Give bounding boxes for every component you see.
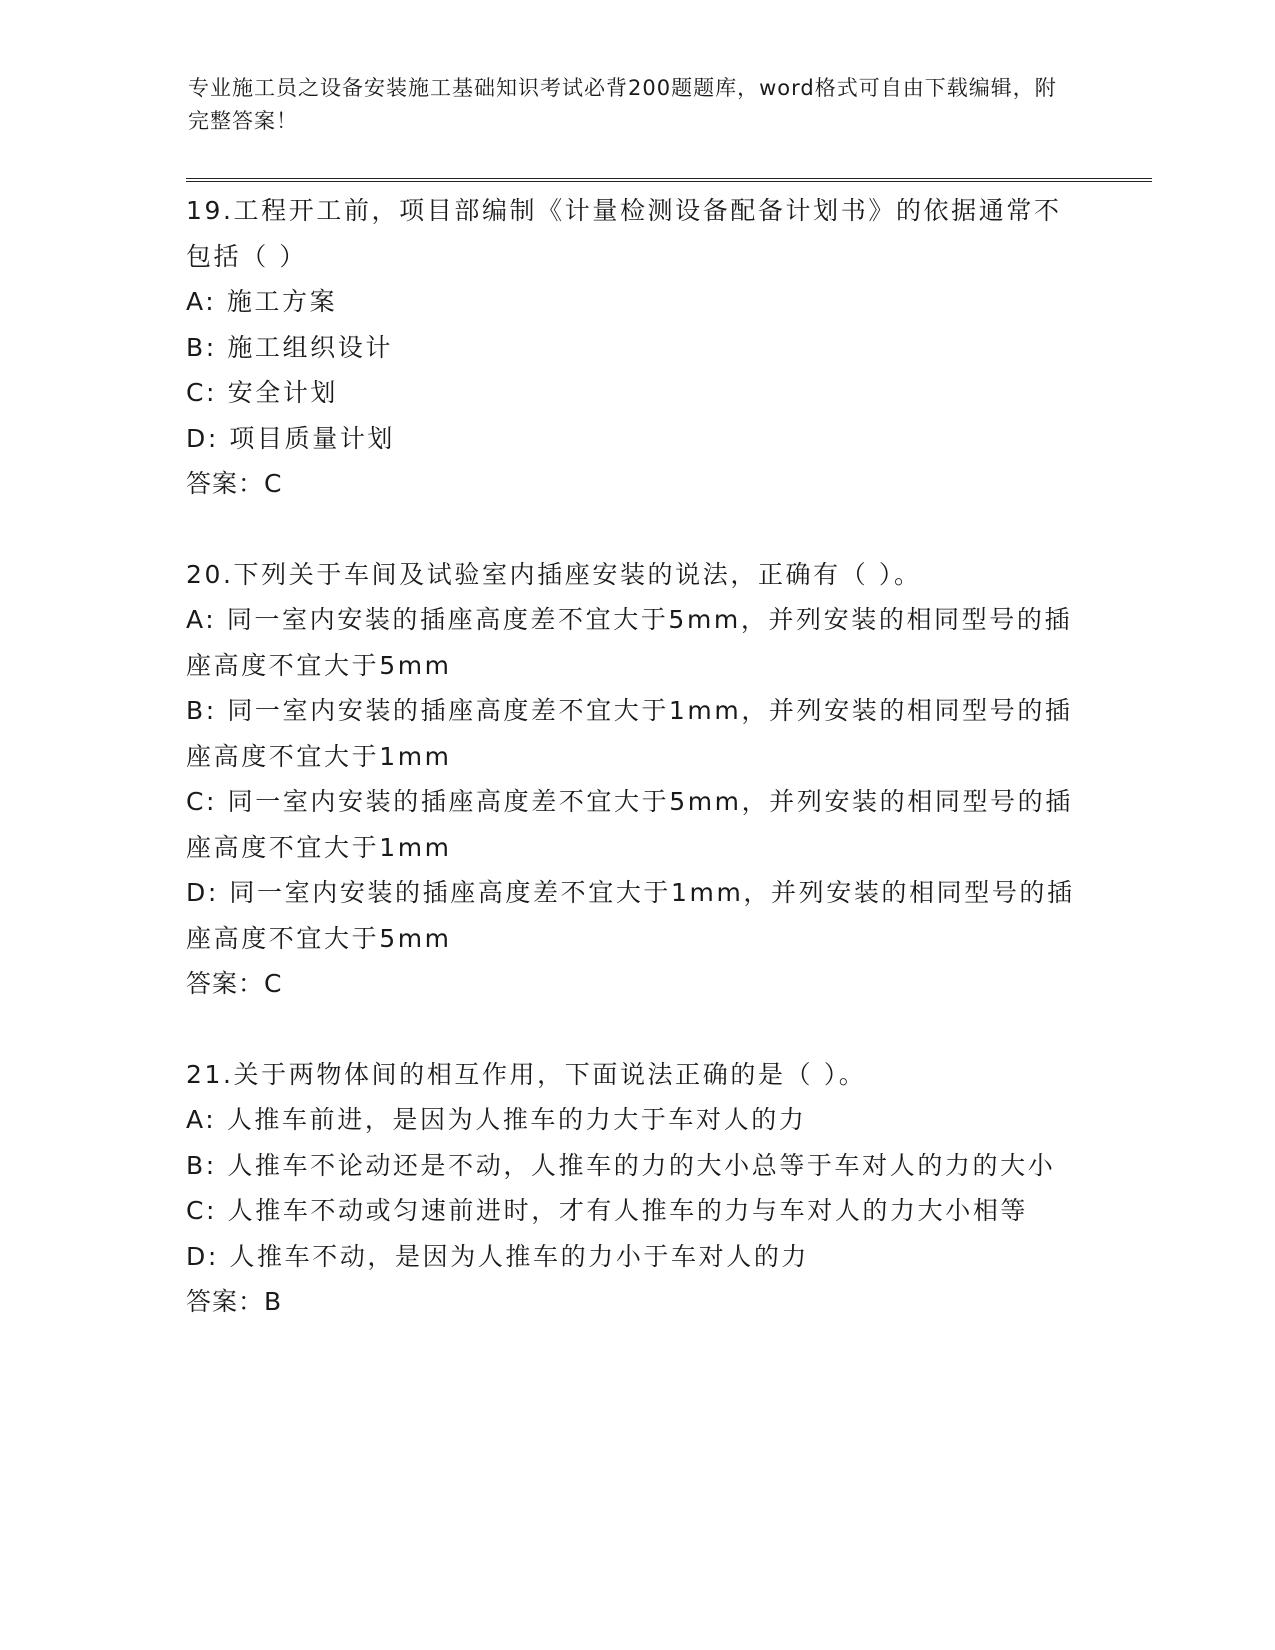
option-c: C: 安全计划 [186, 378, 339, 407]
option-b: B: 施工组织设计 [186, 332, 393, 362]
question-stem: 21.关于两物体间的相互作用，下面说法正确的是（ ）。 [186, 1059, 867, 1089]
question-stem: 19.工程开工前，项目部编制《计量检测设备配备计划书》的依据通常不包括（ ） [186, 196, 1062, 271]
option-b: B: 人推车不论动还是不动，人推车的力的大小总等于车对人的力的大小 [186, 1150, 1056, 1180]
option-d: D: 人推车不动，是因为人推车的力小于车对人的力 [186, 1241, 810, 1271]
question-19 [186, 188, 1086, 507]
option-a: A: 人推车前进，是因为人推车的力大于车对人的力 [186, 1105, 807, 1134]
answer-text: 答案：C [186, 469, 283, 498]
question-20 [186, 552, 1086, 1007]
option-d: D: 同一室内安装的插座高度差不宜大于1mm，并列安装的相同型号的插座高度不宜大于5mm [186, 878, 1075, 953]
document-header: 专业施工员之设备安装施工基础知识考试必背200题题库，word格式可自由下载编辑，附完整答案！ [188, 76, 1057, 133]
question-list [186, 188, 1086, 1370]
option-b: B: 同一室内安装的插座高度差不宜大于1mm，并列安装的相同型号的插座高度不宜大于1mm [186, 696, 1073, 771]
header-divider [186, 178, 1152, 182]
answer-text: 答案：B [186, 1287, 283, 1316]
question-21 [186, 1052, 1086, 1325]
answer-text: 答案：C [186, 969, 283, 998]
question-stem: 20.下列关于车间及试验室内插座安装的说法，正确有（ ）。 [186, 559, 922, 589]
option-a: A: 施工方案 [186, 287, 338, 316]
option-c: C: 人推车不动或匀速前进时，才有人推车的力与车对人的力大小相等 [186, 1196, 1029, 1225]
option-a: A: 同一室内安装的插座高度差不宜大于5mm，并列安装的相同型号的插座高度不宜大于5mm [186, 605, 1073, 680]
option-c: C: 同一室内安装的插座高度差不宜大于5mm，并列安装的相同型号的插座高度不宜大于1mm [186, 787, 1073, 862]
option-d: D: 项目质量计划 [186, 423, 396, 453]
